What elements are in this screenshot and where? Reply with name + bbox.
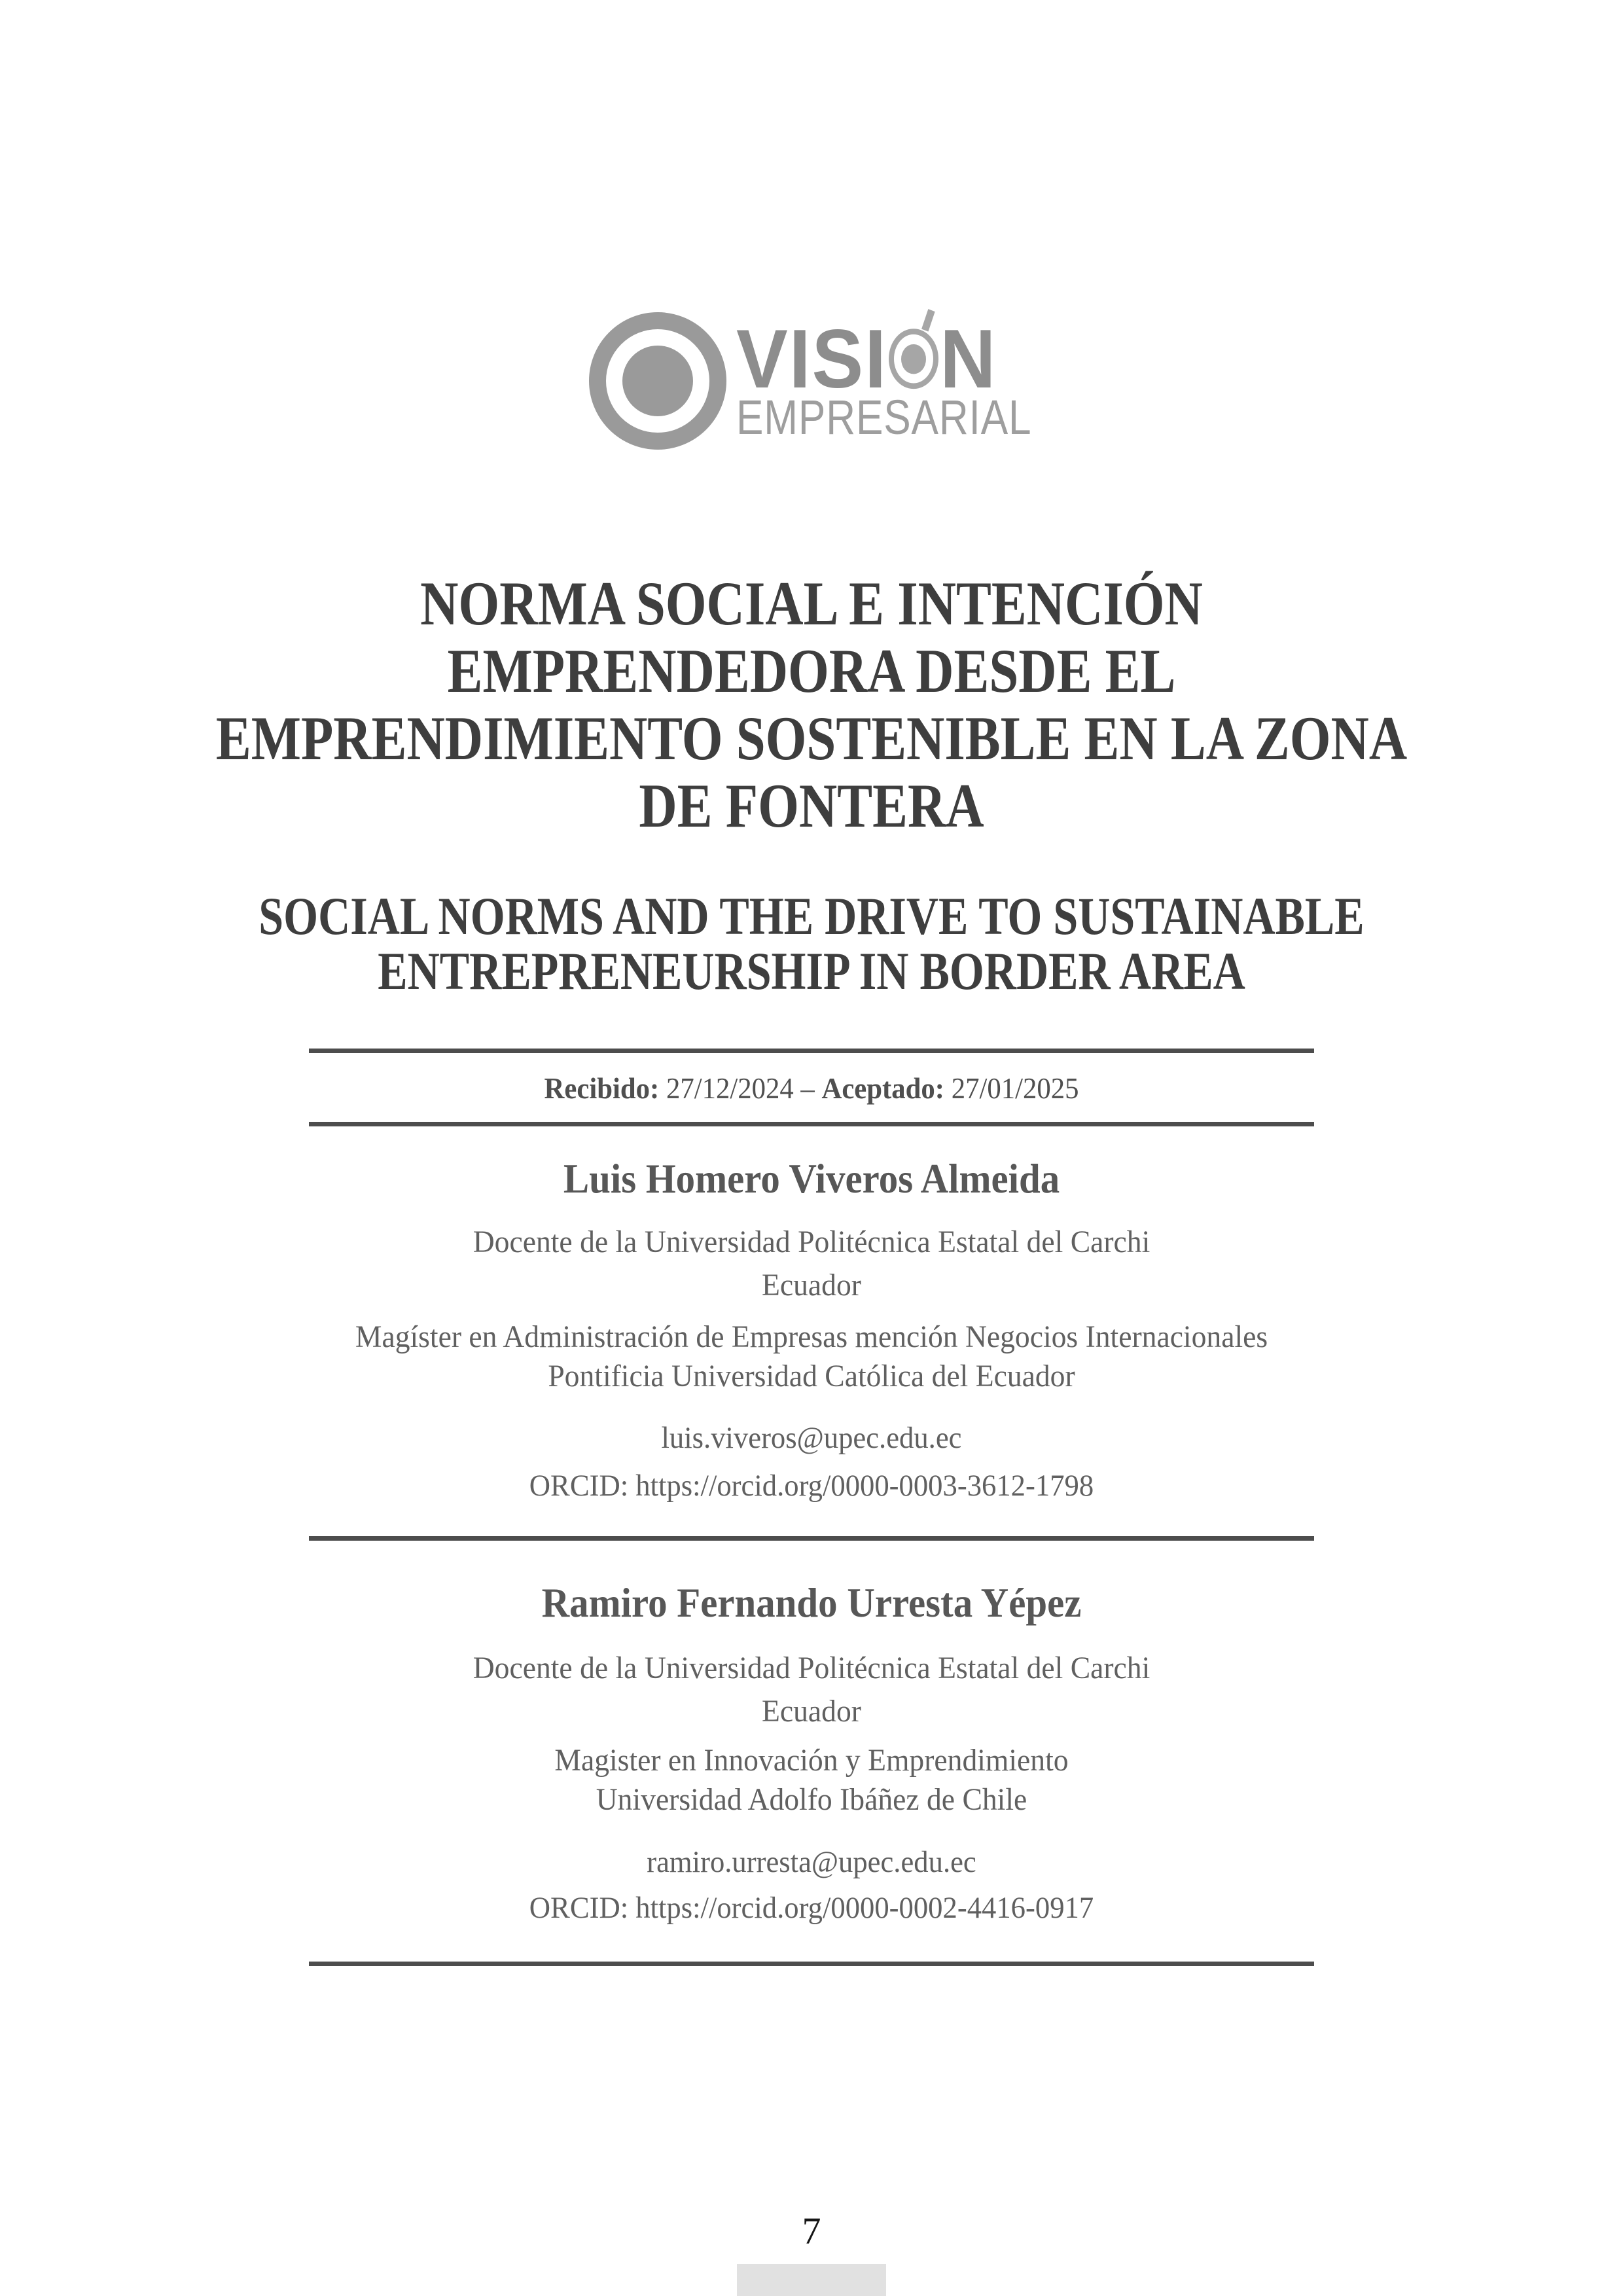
author1-degree: Magíster en Administración de Empresas mención Negocios Internacionales xyxy=(355,1319,1268,1354)
author1-degree-institution: Pontificia Universidad Católica del Ecuador xyxy=(548,1359,1075,1393)
article-title-en-line-1: SOCIAL NORMS AND THE DRIVE TO SUSTAINABLE xyxy=(259,886,1364,946)
journal-logo xyxy=(589,312,1047,453)
dates-separator: – xyxy=(800,1072,815,1105)
logo-brand-wordmark xyxy=(736,312,997,406)
author1-country: Ecuador xyxy=(762,1268,861,1302)
article-title-es-line-3: EMPRENDIMIENTO SOSTENIBLE EN LA ZONA xyxy=(215,704,1408,773)
divider-rule-after-author2 xyxy=(309,1962,1314,1966)
received-label: Recibido: xyxy=(544,1072,660,1105)
logo-o-dot xyxy=(901,344,926,374)
author1-email-link[interactable]: luis.viveros@upec.edu.ec xyxy=(661,1421,962,1455)
article-title-es-line-2: EMPRENDEDORA DESDE EL xyxy=(447,636,1176,706)
logo-subtitle: EMPRESARIAL xyxy=(736,390,1032,444)
footer-gray-block xyxy=(737,2264,886,2296)
author2-degree-institution: Universidad Adolfo Ibáñez de Chile xyxy=(596,1782,1027,1817)
author2-role: Docente de la Universidad Politécnica Estatal del Carchi xyxy=(473,1651,1150,1685)
article-title-es-line-1: NORMA SOCIAL E INTENCIÓN xyxy=(420,569,1203,638)
author1-role: Docente de la Universidad Politécnica Estatal del Carchi xyxy=(473,1225,1150,1259)
accepted-label: Aceptado: xyxy=(821,1072,945,1105)
author2-name: Ramiro Fernando Urresta Yépez xyxy=(541,1579,1082,1626)
divider-rule-after-dates xyxy=(309,1122,1314,1126)
divider-rule-top xyxy=(309,1049,1314,1053)
logo-o-accent xyxy=(921,309,935,331)
received-date: 27/12/2024 xyxy=(666,1072,794,1105)
author2-degree: Magister en Innovación y Emprendimiento xyxy=(554,1743,1069,1778)
accepted-date: 27/01/2025 xyxy=(951,1072,1079,1105)
logo-target-icon-center xyxy=(622,346,693,416)
logo-brand-post: N xyxy=(940,312,997,406)
author2-orcid-link[interactable]: ORCID: https://orcid.org/0000-0002-4416-0917 xyxy=(529,1891,1094,1925)
author1-name: Luis Homero Viveros Almeida xyxy=(563,1155,1060,1202)
article-title-en-line-2: ENTREPRENEURSHIP IN BORDER AREA xyxy=(378,941,1245,1001)
author2-email-link[interactable]: ramiro.urresta@upec.edu.ec xyxy=(647,1845,976,1879)
article-title-es-line-4: DE FONTERA xyxy=(639,771,984,840)
author2-country: Ecuador xyxy=(762,1694,861,1729)
author1-orcid-link[interactable]: ORCID: https://orcid.org/0000-0003-3612-1798 xyxy=(529,1469,1094,1503)
received-accepted-line xyxy=(41,1069,1582,1108)
page-number: 7 xyxy=(802,2210,821,2252)
logo-target-icon xyxy=(589,312,726,450)
logo-brand-pre: VISI xyxy=(736,312,887,406)
logo-o-ring-glyph xyxy=(889,329,938,389)
divider-rule-after-author1 xyxy=(309,1536,1314,1541)
